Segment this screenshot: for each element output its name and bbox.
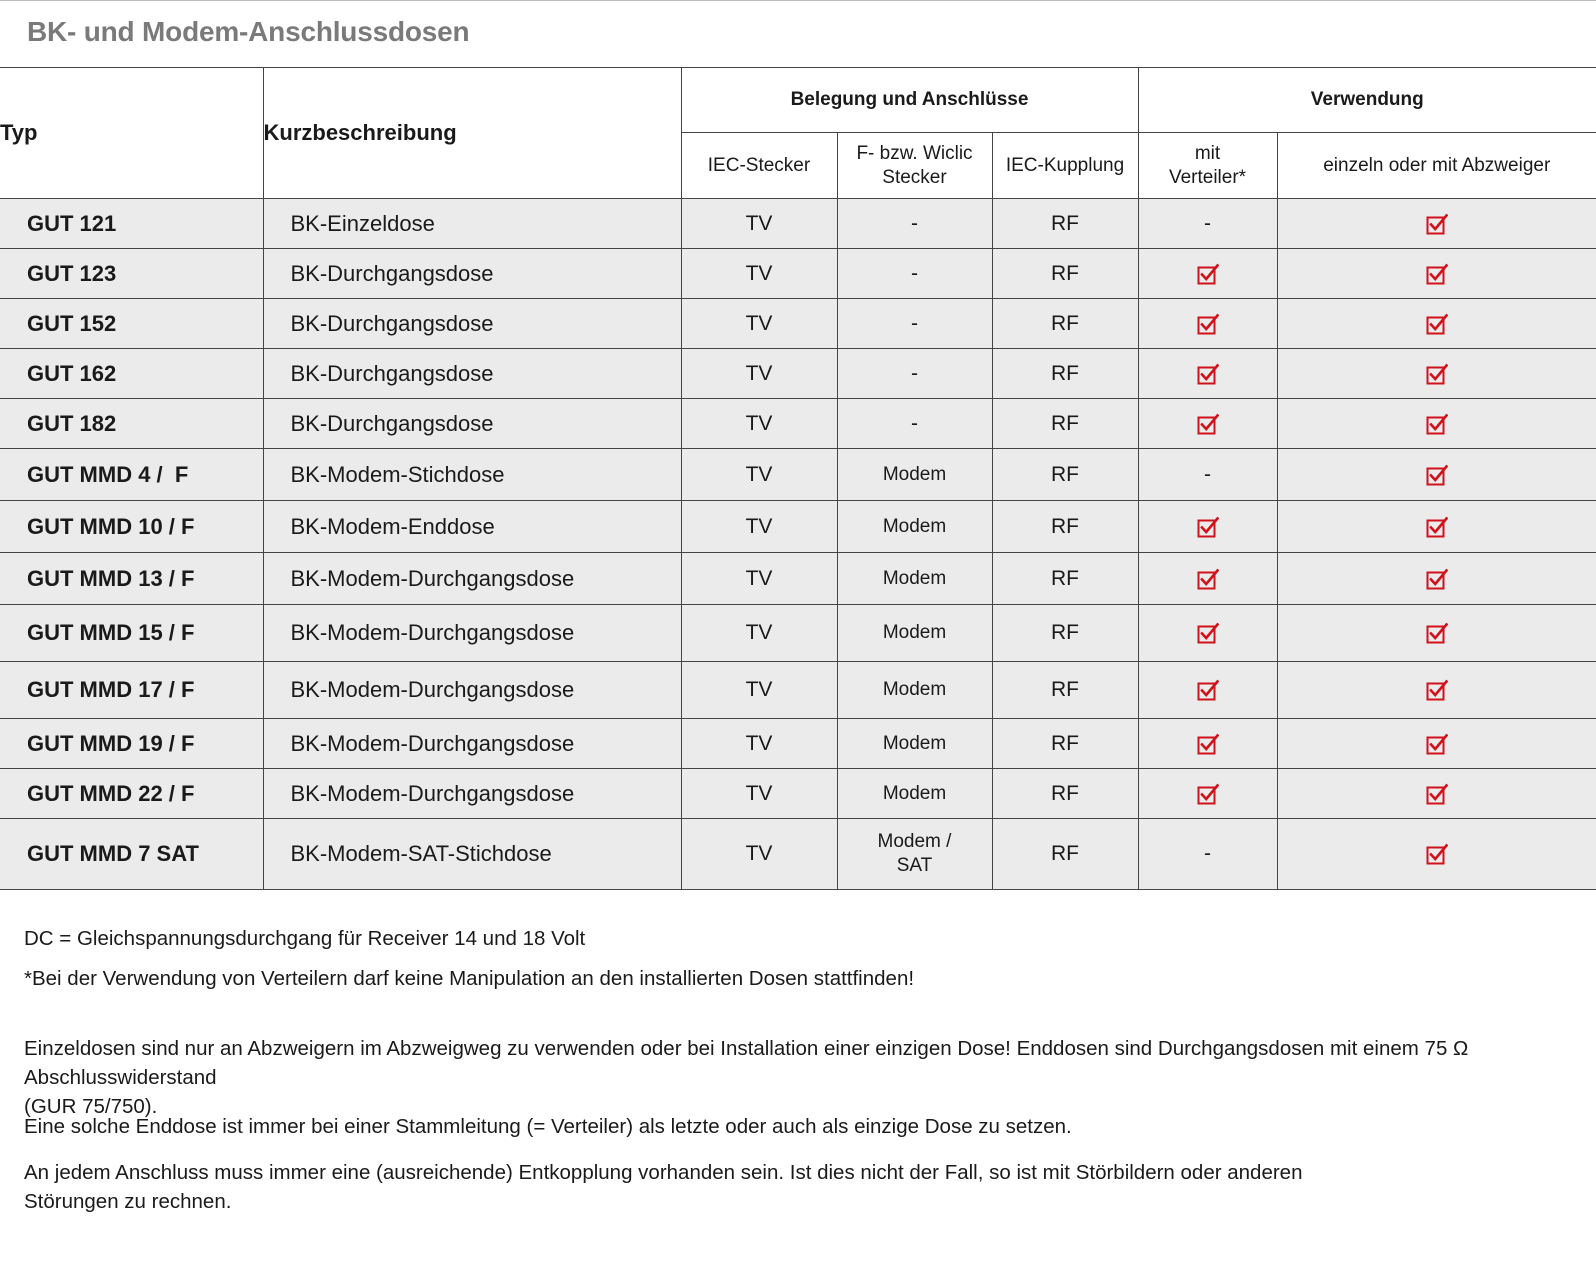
cell-iec-kupplung: RF [992, 449, 1138, 501]
note-entkopplung-line2: Störungen zu rechnen. [24, 1190, 232, 1213]
checked-checkbox-icon [1426, 843, 1448, 865]
checked-checkbox-icon [1426, 568, 1448, 590]
checked-checkbox-icon [1426, 622, 1448, 644]
cell-kurzbeschreibung: BK-Modem-Stichdose [263, 449, 681, 501]
cell-mit-verteiler [1138, 399, 1277, 449]
table-row [0, 299, 1596, 349]
cell-mit-verteiler [1138, 349, 1277, 399]
cell-kurzbeschreibung: BK-Modem-Durchgangsdose [263, 662, 681, 719]
cell-kurzbeschreibung: BK-Modem-Durchgangsdose [263, 605, 681, 662]
cell-kurzbeschreibung: BK-Modem-Durchgangsdose [263, 719, 681, 769]
table-row [0, 249, 1596, 299]
cell-einzeln [1277, 553, 1596, 605]
cell-iec-stecker: TV [681, 299, 837, 349]
cell-iec-kupplung: RF [992, 349, 1138, 399]
header-f-wiclic-line1: F- bzw. Wiclic [856, 142, 973, 164]
cell-typ: GUT MMD 7 SAT [0, 819, 263, 890]
cell-iec-stecker: TV [681, 501, 837, 553]
cell-kurzbeschreibung: BK-Durchgangsdose [263, 399, 681, 449]
checked-checkbox-icon [1426, 363, 1448, 385]
checked-checkbox-icon [1197, 413, 1219, 435]
checked-checkbox-icon [1426, 413, 1448, 435]
checked-checkbox-icon [1426, 733, 1448, 755]
cell-typ: GUT MMD 13 / F [0, 553, 263, 605]
cell-iec-kupplung: RF [992, 199, 1138, 249]
header-belegung-group: Belegung und Anschlüsse [681, 68, 1138, 133]
cell-iec-kupplung: RF [992, 662, 1138, 719]
cell-kurzbeschreibung: BK-Einzeldose [263, 199, 681, 249]
header-verwendung-group: Verwendung [1138, 68, 1596, 133]
note-enddose [24, 1112, 1072, 1141]
cell-mit-verteiler [1138, 662, 1277, 719]
top-rule [0, 0, 1596, 1]
checked-checkbox-icon [1197, 568, 1219, 590]
cell-iec-kupplung: RF [992, 249, 1138, 299]
cell-mit-verteiler [1138, 605, 1277, 662]
checked-checkbox-icon [1197, 263, 1219, 285]
cell-kurzbeschreibung: BK-Modem-Durchgangsdose [263, 769, 681, 819]
cell-f-stecker: - [837, 199, 992, 249]
cell-kurzbeschreibung: BK-Durchgangsdose [263, 249, 681, 299]
cell-mit-verteiler [1138, 299, 1277, 349]
cell-f-stecker: Modem [837, 662, 992, 719]
cell-iec-kupplung: RF [992, 299, 1138, 349]
table-row [0, 199, 1596, 249]
note-verteiler [24, 964, 914, 993]
cell-kurzbeschreibung: BK-Modem-Enddose [263, 501, 681, 553]
checked-checkbox-icon [1197, 733, 1219, 755]
cell-mit-verteiler [1138, 249, 1277, 299]
cell-f-stecker: Modem [837, 501, 992, 553]
cell-typ: GUT MMD 15 / F [0, 605, 263, 662]
checked-checkbox-icon [1197, 313, 1219, 335]
page-title: BK- und Modem-Anschlussdosen [27, 16, 470, 47]
checked-checkbox-icon [1426, 783, 1448, 805]
cell-einzeln [1277, 662, 1596, 719]
cell-iec-stecker: TV [681, 719, 837, 769]
cell-kurzbeschreibung: BK-Modem-SAT-Stichdose [263, 819, 681, 890]
note-enddose-text: Eine solche Enddose ist immer bei einer Stammleitung (= Verteiler) als letzte oder auch als einzige Dose zu setzen. [24, 1115, 1072, 1138]
cell-kurzbeschreibung: BK-Modem-Durchgangsdose [263, 553, 681, 605]
cell-einzeln [1277, 349, 1596, 399]
cell-kurzbeschreibung: BK-Durchgangsdose [263, 299, 681, 349]
note-dc [24, 924, 585, 953]
checked-checkbox-icon [1197, 679, 1219, 701]
cell-iec-stecker: TV [681, 553, 837, 605]
table-row [0, 719, 1596, 769]
checked-checkbox-icon [1426, 679, 1448, 701]
cell-typ: GUT MMD 19 / F [0, 719, 263, 769]
cell-f-stecker-line2: SAT [896, 855, 933, 876]
cell-iec-stecker: TV [681, 769, 837, 819]
cell-f-stecker: Modem [837, 769, 992, 819]
cell-f-stecker: - [837, 349, 992, 399]
cell-f-stecker: Modem [837, 605, 992, 662]
cell-einzeln [1277, 199, 1596, 249]
cell-mit-verteiler [1138, 553, 1277, 605]
checked-checkbox-icon [1426, 213, 1448, 235]
cell-iec-stecker: TV [681, 449, 837, 501]
header-einzeln-abzweiger: einzeln oder mit Abzweiger [1277, 133, 1596, 199]
cell-einzeln [1277, 719, 1596, 769]
cell-mit-verteiler [1138, 769, 1277, 819]
header-iec-kupplung: IEC-Kupplung [992, 133, 1138, 199]
note-verteiler-text: *Bei der Verwendung von Verteilern darf keine Manipulation an den installierten Dosen stattfinden! [24, 967, 915, 990]
checked-checkbox-icon [1197, 363, 1219, 385]
cell-mit-verteiler [1138, 501, 1277, 553]
header-mit-verteiler [1138, 133, 1277, 199]
cell-mit-verteiler: - [1138, 449, 1277, 501]
cell-iec-stecker: TV [681, 199, 837, 249]
cell-iec-kupplung: RF [992, 399, 1138, 449]
header-mit-verteiler-line2: Verteiler* [1168, 166, 1247, 188]
checked-checkbox-icon [1197, 516, 1219, 538]
cell-einzeln [1277, 449, 1596, 501]
cell-mit-verteiler [1138, 719, 1277, 769]
cell-f-stecker: - [837, 399, 992, 449]
cell-typ: GUT 152 [0, 299, 263, 349]
cell-iec-kupplung: RF [992, 719, 1138, 769]
cell-typ: GUT 182 [0, 399, 263, 449]
header-f-wiclic-stecker [837, 133, 992, 199]
checked-checkbox-icon [1426, 263, 1448, 285]
cell-iec-stecker: TV [681, 662, 837, 719]
table-row [0, 399, 1596, 449]
cell-iec-stecker: TV [681, 399, 837, 449]
cell-typ: GUT 121 [0, 199, 263, 249]
table-row [0, 605, 1596, 662]
cell-f-stecker: Modem [837, 553, 992, 605]
cell-typ: GUT MMD 4 / F [0, 449, 263, 501]
note-einzeldosen-line2: (GUR 75/750). [24, 1095, 158, 1118]
cell-einzeln [1277, 399, 1596, 449]
note-entkopplung-line1: An jedem Anschluss muss immer eine (ausreichende) Entkopplung vorhanden sein. Ist dies nicht der Fall, so ist mit Störbildern oder anderen [24, 1161, 1303, 1184]
cell-einzeln [1277, 605, 1596, 662]
cell-typ: GUT 162 [0, 349, 263, 399]
table-row [0, 449, 1596, 501]
cell-f-stecker: - [837, 299, 992, 349]
table-row [0, 769, 1596, 819]
cell-typ: GUT 123 [0, 249, 263, 299]
cell-mit-verteiler: - [1138, 199, 1277, 249]
cell-einzeln [1277, 501, 1596, 553]
cell-iec-kupplung: RF [992, 769, 1138, 819]
cell-f-stecker: Modem [837, 449, 992, 501]
cell-f-stecker [837, 819, 992, 890]
checked-checkbox-icon [1426, 313, 1448, 335]
note-dc-text: DC = Gleichspannungsdurchgang für Receiver 14 und 18 Volt [24, 927, 586, 950]
cell-iec-kupplung: RF [992, 819, 1138, 890]
header-f-wiclic-line2: Stecker [882, 166, 947, 188]
cell-f-stecker-line1: Modem / [877, 831, 952, 852]
table-row [0, 662, 1596, 719]
cell-typ: GUT MMD 10 / F [0, 501, 263, 553]
checked-checkbox-icon [1197, 783, 1219, 805]
table-row [0, 349, 1596, 399]
cell-einzeln [1277, 249, 1596, 299]
cell-iec-stecker: TV [681, 819, 837, 890]
note-einzeldosen [24, 1034, 1596, 1121]
header-typ: Typ [0, 68, 263, 199]
cell-iec-stecker: TV [681, 249, 837, 299]
header-iec-stecker: IEC-Stecker [681, 133, 837, 199]
cell-einzeln [1277, 769, 1596, 819]
checked-checkbox-icon [1426, 464, 1448, 486]
cell-kurzbeschreibung: BK-Durchgangsdose [263, 349, 681, 399]
product-table [0, 67, 1596, 890]
cell-einzeln [1277, 299, 1596, 349]
cell-iec-kupplung: RF [992, 605, 1138, 662]
cell-iec-kupplung: RF [992, 553, 1138, 605]
cell-typ: GUT MMD 22 / F [0, 769, 263, 819]
header-kurzbeschreibung: Kurzbeschreibung [263, 68, 681, 199]
cell-einzeln [1277, 819, 1596, 890]
checked-checkbox-icon [1426, 516, 1448, 538]
table-row [0, 501, 1596, 553]
cell-mit-verteiler: - [1138, 819, 1277, 890]
table-row [0, 819, 1596, 890]
note-einzeldosen-line1: Einzeldosen sind nur an Abzweigern im Abzweigweg zu verwenden oder bei Installation einer einzigen Dose! Enddosen sind Durchgangsdosen mit einem 75 Ω Abschlusswiderstand [24, 1037, 1469, 1089]
cell-f-stecker: Modem [837, 719, 992, 769]
cell-f-stecker: - [837, 249, 992, 299]
checked-checkbox-icon [1197, 622, 1219, 644]
cell-typ: GUT MMD 17 / F [0, 662, 263, 719]
cell-iec-stecker: TV [681, 349, 837, 399]
note-entkopplung [24, 1158, 1303, 1216]
table-row [0, 553, 1596, 605]
cell-iec-kupplung: RF [992, 501, 1138, 553]
cell-iec-stecker: TV [681, 605, 837, 662]
header-mit-verteiler-line1: mit [1194, 142, 1221, 164]
